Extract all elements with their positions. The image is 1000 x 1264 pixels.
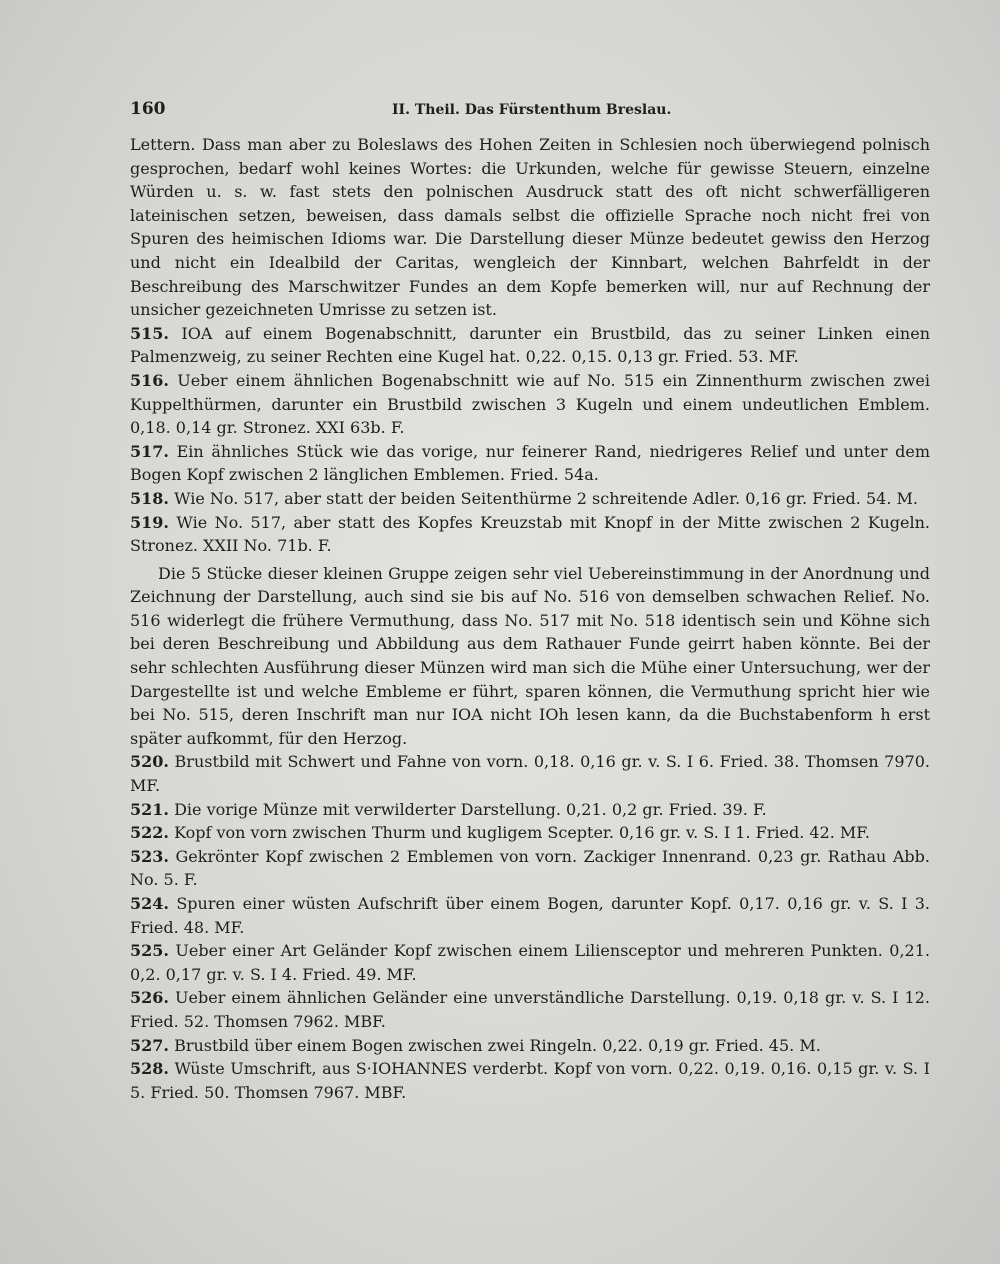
entry-text: Brustbild über einem Bogen zwischen zwei Ringeln. 0,22. 0,19 gr. Fried. 45. M. [174, 1035, 821, 1055]
intro-paragraph: Lettern. Dass man aber zu Boleslaws des Hohen Zeiten in Schlesien noch überwiegend polnisch gesprochen, bedarf wohl keines Wortes: die Urkunden, welche für gewisse Steuern, einzelne Würden u. s. w. fast stets den polnischen Ausdruck statt des oft nicht schwerfälligeren lateinischen setzen, beweisen, dass damals selbst die offizielle Sprache noch nicht frei von Spuren des heimischen Idioms war. Die Darstellung dieser Münze bedeutet gewiss den Herzog und nicht ein Idealbild der Caritas, wengleich der Kinnbart, welchen Bahrfeldt in der Beschreibung des Marschwitzer Fundes an dem Kopfe bemerken will, nur auf Rechnung der unsicher gezeichneten Umrisse zu setzen ist. [130, 135, 930, 320]
entry-text: Wie No. 517, aber statt des Kopfes Kreuzstab mit Knopf in der Mitte zwischen 2 Kugeln. Stronez. XXII No. 71b. F. [130, 512, 930, 556]
entry-text: Ueber einem ähnlichen Geländer eine unverständliche Darstellung. 0,19. 0,18 gr. v. S. I 12. Fried. 52. Thomsen 7962. MBF. [130, 988, 930, 1031]
entry-text: Ueber einem ähnlichen Bogenabschnitt wie auf No. 515 ein Zinnenthurm zwischen zwei Kuppelthürmen, darunter ein Brustbild zwischen 3 Kugeln und einem undeutlichen Emblem. 0,18. 0,14 gr. Stronez. XXI 63b. F. [130, 370, 931, 438]
catalog-entry [130, 1034, 930, 1058]
entry-text: Ueber einer Art Geländer Kopf zwischen einem Liliensceptor und mehreren Punkten. 0,21. 0,2. 0,17 gr. v. S. I 4. Fried. 49. MF. [130, 941, 930, 984]
entry-number: 525. [130, 941, 169, 961]
entry-number: 526. [130, 988, 169, 1008]
entry-number: 528. [130, 1059, 169, 1079]
entry-text: Wie No. 517, aber statt der beiden Seitenthürme 2 schreitende Adler. 0,16 gr. Fried. 54. M. [174, 488, 918, 508]
entry-text: Kopf von vorn zwischen Thurm und kugligem Scepter. 0,16 gr. v. S. I 1. Fried. 42. MF. [174, 823, 870, 843]
entry-number: 517. [130, 441, 169, 461]
entry-number: 518. [130, 488, 169, 508]
entry-number: 521. [130, 799, 169, 819]
entry-text: Gekrönter Kopf zwischen 2 Emblemen von vorn. Zackiger Innenrand. 0,23 gr. Rathau Abb. No. 5. F. [130, 846, 930, 890]
entry-number: 519. [130, 512, 169, 532]
entry-number: 524. [130, 894, 169, 913]
catalog-entry [130, 322, 930, 369]
entry-text: Die vorige Münze mit verwilderter Darstellung. 0,21. 0,2 gr. Fried. 39. F. [174, 799, 767, 819]
entry-text: Wüste Umschrift, aus S·IOHANNES verderbt. Kopf von vorn. 0,22. 0,19. 0,16. 0,15 gr. v. S. I 5. Fried. 50. Thomsen 7967. MBF. [130, 1059, 930, 1102]
entry-number: 523. [130, 846, 169, 866]
entry-number: 516. [130, 370, 169, 390]
running-head: II. Theil. Das Fürstenthum Breslau. [392, 102, 672, 118]
catalog-entry [130, 369, 930, 440]
entry-number: 527. [130, 1035, 169, 1055]
entry-number: 520. [130, 752, 169, 772]
catalog-entry [130, 440, 930, 487]
discussion-paragraph: Die 5 Stücke dieser kleinen Gruppe zeigen sehr viel Uebereinstimmung in der Anordnung und Zeichnung der Darstellung, auch sind sie bis auf No. 516 von demselben schwachen Relief. No. 516 widerlegt die frühere Vermuthung, dass No. 517 mit No. 518 identisch sein und Köhne sich bei deren Beschreibung und Abbildung aus dem Rathauer Funde geirrt haben könnte. Bei der sehr schlechten Ausführung dieser Münzen wird man sich die Mühe einer Untersuchung, wer der Dargestellte ist und welche Embleme er führt, sparen können, die Vermuthung spricht hier wie bei No. 515, deren Inschrift man nur IOA nicht IOh lesen kann, da die Buchstabenform h erst später aufkommt, für den Herzog. [130, 563, 930, 748]
entry-number: 522. [130, 823, 169, 843]
entry-text: Spuren einer wüsten Aufschrift über einem Bogen, darunter Kopf. 0,17. 0,16 gr. v. S. I 3. Fried. 48. MF. [130, 894, 931, 937]
catalog-entry [130, 821, 930, 845]
entry-text: IOA auf einem Bogenabschnitt, darunter ein Brustbild, das zu seiner Linken einen Palmenzweig, zu seiner Rechten eine Kugel hat. 0,22. 0,15. 0,13 gr. Fried. 53. MF. [130, 323, 930, 367]
catalog-entry [130, 939, 930, 986]
page-number: 160 [130, 99, 166, 119]
catalog-entry [130, 1057, 930, 1104]
catalog-entry [130, 986, 930, 1033]
catalog-entry [130, 845, 930, 892]
catalog-entry [130, 750, 930, 797]
entry-text: Brustbild mit Schwert und Fahne von vorn. 0,18. 0,16 gr. v. S. I 6. Fried. 38. Thomsen 7970. MF. [130, 752, 930, 796]
catalog-entry [130, 798, 930, 822]
entry-text: Ein ähnliches Stück wie das vorige, nur feinerer Rand, niedrigeres Relief und unter dem Bogen Kopf zwischen 2 länglichen Emblemen. Fried. 54a. [130, 441, 930, 485]
catalog-entry [130, 892, 930, 939]
page-header [130, 99, 930, 123]
page-body [130, 133, 930, 1104]
catalog-entry [130, 511, 930, 558]
entry-number: 515. [130, 323, 169, 343]
catalog-entry [130, 487, 930, 511]
